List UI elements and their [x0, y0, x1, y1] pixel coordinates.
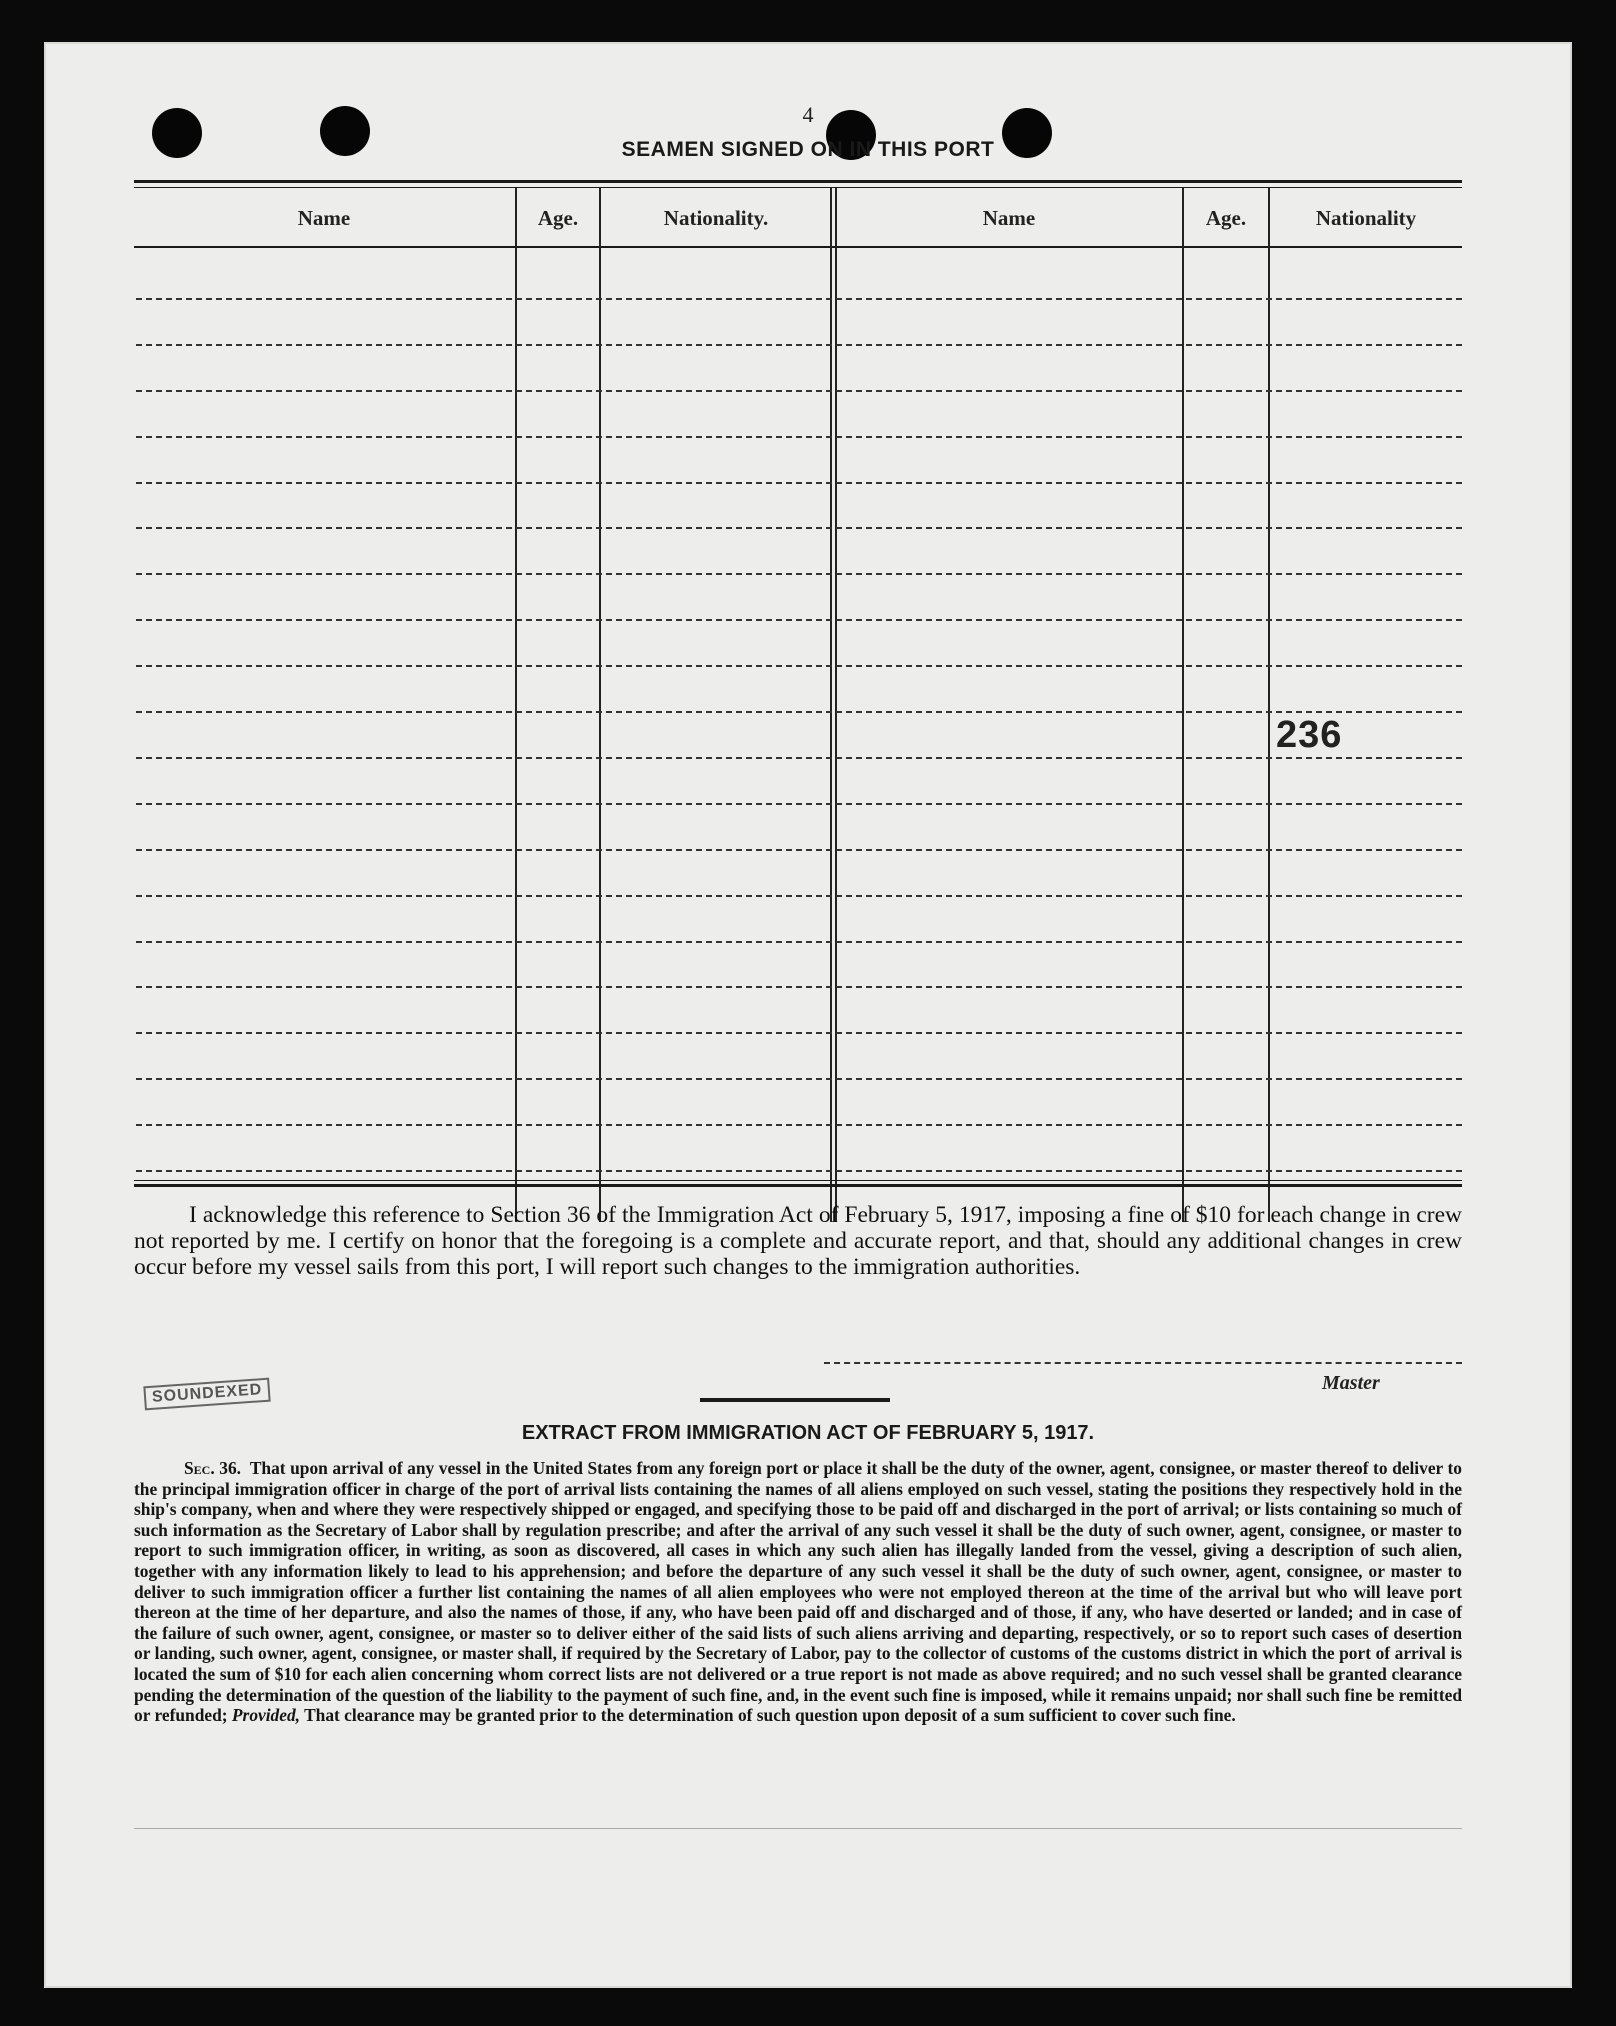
table-row	[136, 298, 1462, 300]
table-row	[136, 527, 1462, 529]
footer-rule	[134, 1828, 1462, 1829]
header-top-rule	[134, 180, 1462, 183]
table-row	[136, 1032, 1462, 1034]
col-header-name-left: Name	[297, 206, 351, 230]
master-signature-label: Master	[1322, 1372, 1380, 1394]
header-top-rule-thin	[134, 187, 1462, 188]
section-divider	[700, 1398, 890, 1402]
col-header-age-right: Age.	[1205, 206, 1247, 230]
signature-line	[824, 1362, 1462, 1364]
section-label: Sec. 36.	[184, 1458, 241, 1478]
table-row	[136, 1078, 1462, 1080]
table-row	[136, 757, 1462, 759]
stamped-number: 236	[1276, 714, 1343, 756]
statute-body: That upon arrival of any vessel in the United States from any foreign port or place it shall be the duty of the owner, agent, consignee, or master thereof to deliver to the principal immigration officer in charge of the port of arrival lists containing the names of all aliens employed on such vessel, stating the positions they respectively hold in the ship's company, when and where they were respectively shipped or engaged, and specifying those to be paid off and discharged in the port of arrival; or lists containing so much of such information as the Secretary of Labor shall by regulation prescribe; and after the arrival of any such vessel it shall be the duty of such owner, agent, consignee, or master to report to such immigration officer, in writing, as soon as discovered, all cases in which any such alien has illegally landed from the vessel, giving a description of such alien, together with any information likely to lead to his apprehension; and before the departure of any such vessel it shall be the duty of such owner, agent, consignee, or master to deliver to such immigration officer a further list containing the names of all alien employees who were not employed thereon at the time of the arrival but who will leave port thereon at the time of her departure, and also the names of those, if any, who have been paid off and discharged and of those, if any, who have deserted or landed; and in case of the failure of such owner, agent, consignee, or master so to deliver either of the said lists of such aliens arriving and departing, respectively, or so to report such cases of desertion or landing, such owner, agent, consignee, or master shall, if required by the Secretary of Labor, pay to the collector of customs of the customs district in which the port of arrival is located the sum of $10 for each alien concerning whom correct lists are not delivered or a true report is not made as above required; and no such vessel shall be granted clearance pending the determination of the question of the liability to the payment of such fine, and, in the event such fine is imposed, while it remains unpaid; nor shall such fine be remitted or refunded;	[134, 1458, 1462, 1726]
table-bottom-rule-thin	[134, 1180, 1462, 1181]
table-row	[136, 803, 1462, 805]
table-bottom-rule	[134, 1184, 1462, 1187]
form-title: SEAMEN SIGNED ON IN THIS PORT	[621, 138, 995, 161]
table-row	[136, 1170, 1462, 1172]
provided-word: Provided,	[231, 1705, 301, 1726]
extract-title: EXTRACT FROM IMMIGRATION ACT OF FEBRUARY 5, 1917.	[521, 1422, 1095, 1444]
table-row	[136, 986, 1462, 988]
table-row	[136, 895, 1462, 897]
acknowledgment-text: I acknowledge this reference to Section 36 of the Immigration Act of February 5, 1917, imposing a fine of $10 for each change in crew not reported by me. I certify on honor that the foregoing is a complete and accurate report, and that, should any additional changes in crew occur before my vessel sails from this port, I will report such changes to the immigration authorities.	[134, 1202, 1462, 1280]
table-row	[136, 573, 1462, 575]
table-row	[136, 941, 1462, 943]
table-row	[136, 1124, 1462, 1126]
statute-body-end: That clearance may be granted prior to the determination of such question upon deposit of a sum sufficient to cover such fine.	[304, 1705, 1236, 1726]
table-row	[136, 619, 1462, 621]
table-row	[136, 665, 1462, 667]
col-header-name-right: Name	[982, 206, 1036, 230]
table-row	[136, 436, 1462, 438]
table-row	[136, 344, 1462, 346]
page-number: 4	[802, 102, 814, 127]
header-bottom-rule	[134, 246, 1462, 248]
col-header-nationality-right: Nationality	[1315, 206, 1417, 230]
soundexed-stamp: SOUNDEXED	[143, 1378, 271, 1411]
table-row	[136, 711, 1462, 713]
col-header-nationality-left: Nationality.	[663, 206, 769, 230]
statute-text	[134, 1458, 1462, 1726]
table-row	[136, 482, 1462, 484]
table-row	[136, 390, 1462, 392]
table-row	[136, 849, 1462, 851]
col-header-age-left: Age.	[537, 206, 579, 230]
document-page	[44, 42, 1572, 1988]
